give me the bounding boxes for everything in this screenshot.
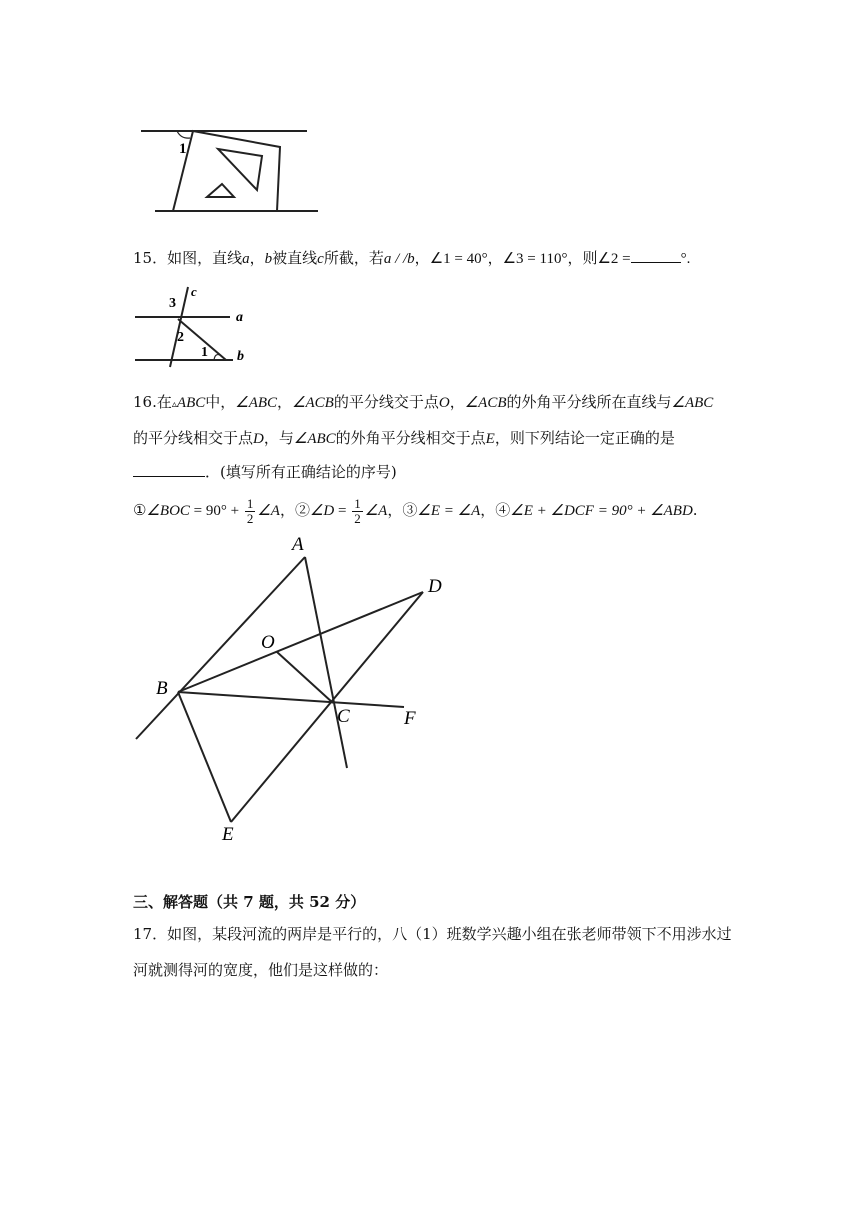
question-16-options: ①∠BOC = 90° + $\frac{1}{2}$ ∠A，②∠D = $\frac{1}{2}$ ∠A，③∠E = ∠A，④∠E + ∠DCF = 90° + ∠ABD. (133, 495, 698, 526)
line-BCF (178, 692, 404, 707)
parallel-lines-figure (130, 283, 255, 369)
answer-blank-15[interactable] (631, 246, 681, 263)
question-17-line-1: 17．如图，某段河流的两岸是平行的，八（1）班数学兴趣小组在张老师带领下不用涉水过 (133, 925, 732, 943)
fig15-label-3: 3 (169, 296, 176, 311)
triangle-bisector-figure (0, 525, 470, 855)
fig15-label-b: b (237, 349, 244, 364)
point-B: B (156, 678, 168, 699)
answer-blank-16[interactable] (133, 460, 205, 477)
set-square-figure (130, 118, 320, 220)
question-16-line-2: 的平分线相交于点D，与∠ABC的外角平分线相交于点E，则下列结论一定正确的是 (133, 429, 675, 447)
fig15-label-1: 1 (201, 345, 208, 360)
question-15: 15．如图，直线a，b被直线c所截，若a / /b，∠1 = 40°，∠3 = 110°，则∠2 = °. (133, 243, 733, 274)
set-square-inner-top (218, 149, 262, 190)
question-17-line-2: 河就测得河的宽度，他们是这样做的： (133, 961, 389, 979)
set-square-outer (173, 131, 280, 211)
point-C: C (337, 706, 350, 727)
set-square-inner-bottom (207, 184, 234, 197)
point-E: E (222, 824, 234, 845)
fig15-label-c: c (191, 284, 197, 299)
fig15-label-a: a (236, 310, 243, 325)
section-heading: 三、解答题（共 7 题，共 52 分） (133, 893, 366, 911)
angle-arc (177, 131, 190, 138)
fraction-half: $\frac{1}{2}$ (246, 495, 254, 526)
point-F: F (404, 708, 416, 729)
fig14-label-1: 1 (179, 141, 187, 157)
point-D: D (428, 576, 442, 597)
fraction-half: $\frac{1}{2}$ (354, 495, 361, 526)
line-through-BA (136, 557, 305, 739)
line-AC (305, 557, 347, 768)
point-O: O (261, 632, 275, 653)
question-16-line-3: ．(填写所有正确结论的序号) (133, 457, 733, 487)
point-A: A (292, 534, 304, 555)
question-16-line-1: 16.在▵ABC中，∠ABC，∠ACB的平分线交于点O，∠ACB的外角平分线所在直线与∠ABC (133, 393, 714, 411)
line-BD (178, 592, 423, 692)
line-BE (178, 692, 231, 822)
fig15-label-2: 2 (177, 330, 184, 345)
